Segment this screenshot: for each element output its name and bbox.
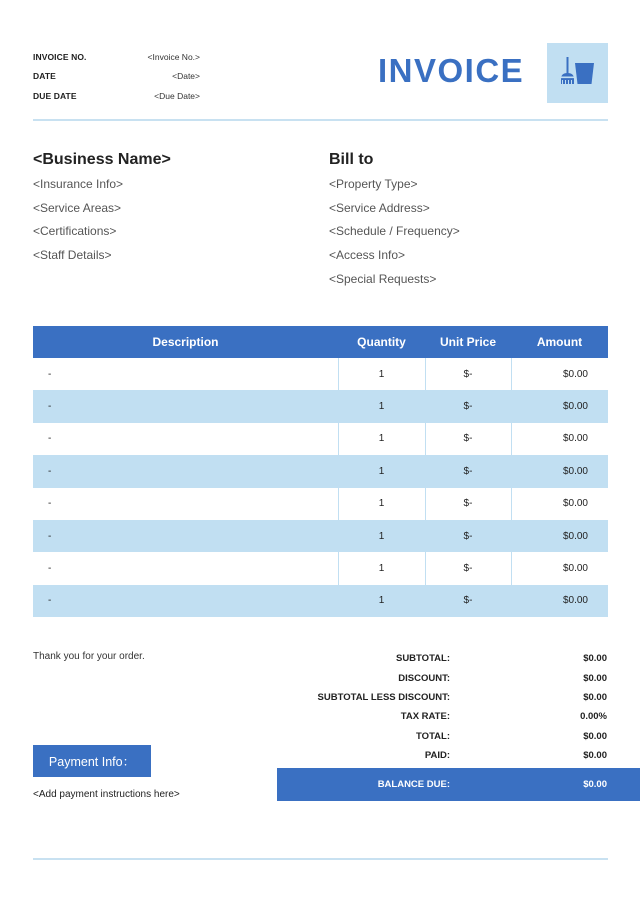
tax-rate-label: TAX RATE: [400,711,450,723]
item-unit-price[interactable]: $- [425,585,511,617]
table-row [33,358,608,390]
insurance-info[interactable]: <Insurance Info> [33,177,124,191]
total-value: $0.00 [583,730,607,742]
line-items-table [33,326,608,617]
bill-to-title: Bill to [329,151,374,168]
item-quantity[interactable]: 1 [338,520,425,552]
total-row [277,727,640,746]
date-value[interactable]: <Date> [172,71,200,82]
totals-summary [277,649,640,765]
date-label: DATE [33,71,56,82]
tax-rate-row [277,707,640,726]
thank-you-note: Thank you for your order. [33,651,145,662]
item-unit-price[interactable]: $- [425,455,511,487]
access-info[interactable]: <Access Info> [329,248,406,263]
table-row [33,423,608,455]
table-row [33,552,608,584]
subtotal-row [277,649,640,668]
staff-details[interactable]: <Staff Details> [33,248,112,263]
due-date-label: DUE DATE [33,90,77,101]
business-name[interactable]: <Business Name> [33,151,171,168]
paid-label: PAID: [424,750,450,762]
table-header-row [33,326,608,358]
table-row [33,520,608,552]
subtotal-label: SUBTOTAL: [395,653,450,665]
discount-label: DISCOUNT: [398,672,450,684]
table-row [33,390,608,422]
item-amount: $0.00 [511,488,608,520]
item-amount: $0.00 [511,455,608,487]
item-description[interactable]: - [33,390,338,422]
business-info [33,151,171,272]
balance-due-value: $0.00 [583,779,607,790]
payment-info-button[interactable]: Payment Info： [33,745,151,777]
item-quantity[interactable]: 1 [338,552,425,584]
subtotal-less-discount-row [277,688,640,707]
item-quantity[interactable]: 1 [338,423,425,455]
due-date-row [33,86,200,106]
item-amount: $0.00 [511,390,608,422]
column-header-description: Description [33,326,338,358]
item-description[interactable]: - [33,455,338,487]
item-description[interactable]: - [33,520,338,552]
item-description[interactable]: - [33,358,338,390]
subtotal-value: $0.00 [583,653,607,665]
column-header-unit-price: Unit Price [425,326,511,358]
item-description[interactable]: - [33,585,338,617]
item-unit-price[interactable]: $- [425,390,511,422]
invoice-number-label: INVOICE NO. [33,51,87,62]
discount-value[interactable]: $0.00 [583,672,607,684]
column-header-amount: Amount [511,326,608,358]
item-amount: $0.00 [511,423,608,455]
date-row [33,67,200,87]
invoice-number-row [33,47,200,67]
balance-due-bar [277,768,640,801]
special-requests[interactable]: <Special Requests> [329,271,437,286]
item-amount: $0.00 [511,520,608,552]
bill-to [329,151,460,295]
table-row [33,455,608,487]
payment-instructions[interactable]: <Add payment instructions here> [33,789,180,800]
item-quantity[interactable]: 1 [338,390,425,422]
subtotal-less-discount-label: SUBTOTAL LESS DISCOUNT: [317,691,450,703]
item-quantity[interactable]: 1 [338,455,425,487]
schedule-frequency[interactable]: <Schedule / Frequency> [329,224,460,239]
item-unit-price[interactable]: $- [425,520,511,552]
invoice-meta [33,47,200,106]
paid-value[interactable]: $0.00 [583,750,607,762]
table-row [33,585,608,617]
invoice-title: INVOICE [378,52,525,89]
certifications[interactable]: <Certifications> [33,224,117,239]
service-address[interactable]: <Service Address> [329,200,430,215]
discount-row [277,668,640,687]
total-label: TOTAL: [416,730,450,742]
item-quantity[interactable]: 1 [338,585,425,617]
logo [547,43,608,103]
balance-due-label: BALANCE DUE: [377,779,450,790]
item-amount: $0.00 [511,358,608,390]
bottom-divider [33,858,608,860]
due-date-value[interactable]: <Due Date> [154,90,200,101]
invoice-number-value[interactable]: <Invoice No.> [147,51,200,62]
tax-rate-value[interactable]: 0.00% [580,711,607,723]
service-areas[interactable]: <Service Areas> [33,200,122,215]
item-description[interactable]: - [33,488,338,520]
top-divider [33,119,608,121]
item-unit-price[interactable]: $- [425,358,511,390]
item-description[interactable]: - [33,552,338,584]
column-header-quantity: Quantity [338,326,425,358]
item-amount: $0.00 [511,585,608,617]
item-unit-price[interactable]: $- [425,488,511,520]
property-type[interactable]: <Property Type> [329,177,418,191]
item-amount: $0.00 [511,552,608,584]
item-description[interactable]: - [33,423,338,455]
item-quantity[interactable]: 1 [338,488,425,520]
item-unit-price[interactable]: $- [425,423,511,455]
item-quantity[interactable]: 1 [338,358,425,390]
subtotal-less-discount-value: $0.00 [583,691,607,703]
broom-bucket-icon [558,55,598,91]
table-row [33,488,608,520]
item-unit-price[interactable]: $- [425,552,511,584]
paid-row [277,746,640,765]
